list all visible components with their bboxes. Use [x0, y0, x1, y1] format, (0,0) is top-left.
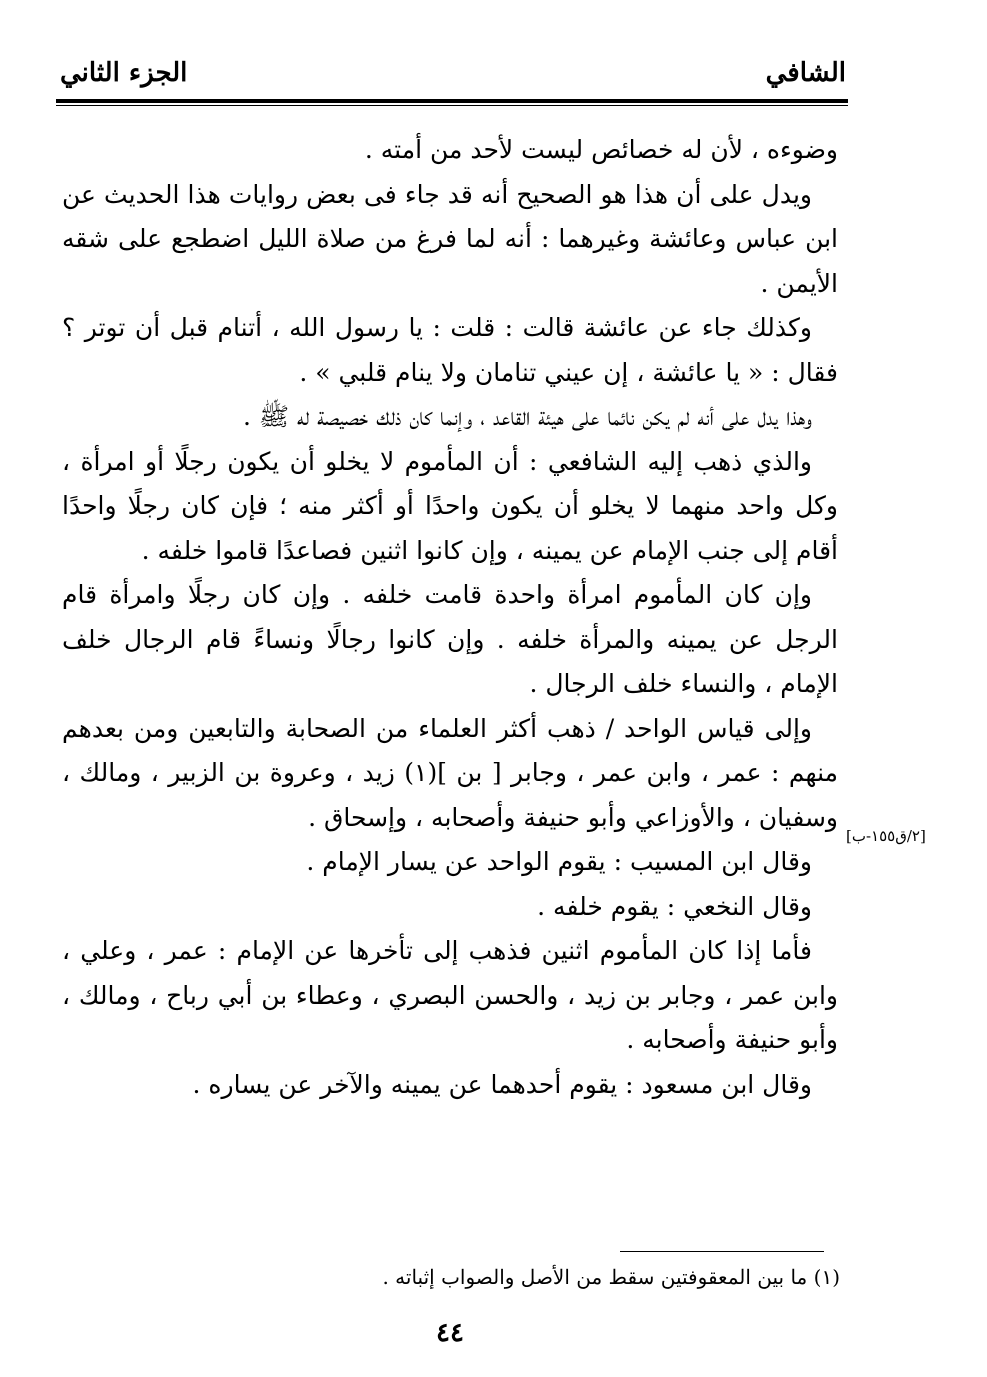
page-number: ٤٤	[436, 1318, 464, 1348]
footnote: (١) ما بين المعقوفتين سقط من الأصل والصواب إثباته .	[382, 1265, 840, 1289]
paragraph: وقال ابن مسعود : يقوم أحدهما عن يمينه والآخر عن يساره .	[192, 1069, 812, 1099]
paragraph: والذي ذهب إليه الشافعي : أن المأموم لا يخلو أن يكون رجلًا أو امرأة ، وكل واحد منهما لا يخلو أن يكون واحدًا أو أكثر منه ؛ فإن كان رجلًا واحدًا أقام إلى جنب الإمام عن يمينه ، وإن كانوا اثنين فصاعدًا قاموا خلفه .	[62, 446, 838, 565]
paragraph: وقال النخعي : يقوم خلفه .	[537, 891, 812, 921]
paragraph: وإلى قياس الواحد / ذهب أكثر العلماء من الصحابة والتابعين ومن بعدهم منهم : عمر ، وابن عمر ، وجابر [ بن ](١) زيد ، وعروة بن الزبير ، ومالك ، وسفيان ، والأوزاعي وأبو حنيفة وأصحابه ، وإسحاق .	[62, 713, 838, 832]
header-rule-thin	[56, 105, 848, 106]
paragraph: وإن كان المأموم امرأة واحدة قامت خلفه . وإن كان رجلًا وامرأة قام الرجل عن يمينه والمرأة خلفه . وإن كانوا رجالًا ونساءً قام الرجال خلف الإمام ، والنساء خلف الرجال .	[62, 580, 838, 698]
running-header	[60, 58, 846, 98]
footnote-rule	[620, 1251, 824, 1252]
paragraph: وهذا يدل على أنه لم يكن نائما على هيئة القاعد ، وإنما كان ذلك خصيصة له ﷺ .	[242, 402, 812, 431]
paragraph: ويدل على أن هذا هو الصحيح أنه قد جاء فى بعض روايات هذا الحديث عن ابن عباس وعائشة وغيرهما : أنه لما فرغ من صلاة الليل اضطجع على شقه الأيمن .	[62, 179, 838, 298]
paragraph: وقال ابن المسيب : يقوم الواحد عن يسار الإمام .	[306, 847, 812, 876]
paragraph: وكذلك جاء عن عائشة قالت : قلت : يا رسول الله ، أتنام قبل أن توتر ؟ فقال : « يا عائشة ، إن عيني تنامان ولا ينام قلبي » .	[62, 313, 838, 387]
manuscript-folio-note: [٢/ق١٥٥-ب]	[846, 827, 926, 845]
main-text	[62, 128, 838, 1107]
paragraph: وضوءه ، لأن له خصائص ليست لأحد من أمته .	[364, 135, 838, 164]
header-book-title: الشافي	[765, 58, 846, 88]
header-volume-title: الجزء الثاني	[60, 58, 188, 88]
paragraph: فأما إذا كان المأموم اثنين فذهب إلى تأخرها عن الإمام : عمر ، وعلي ، وابن عمر ، وجابر بن زيد ، والحسن البصري ، وعطاء بن أبي رباح ، ومالك ، وأبو حنيفة وأصحابه .	[62, 936, 838, 1054]
header-rule	[56, 99, 848, 103]
